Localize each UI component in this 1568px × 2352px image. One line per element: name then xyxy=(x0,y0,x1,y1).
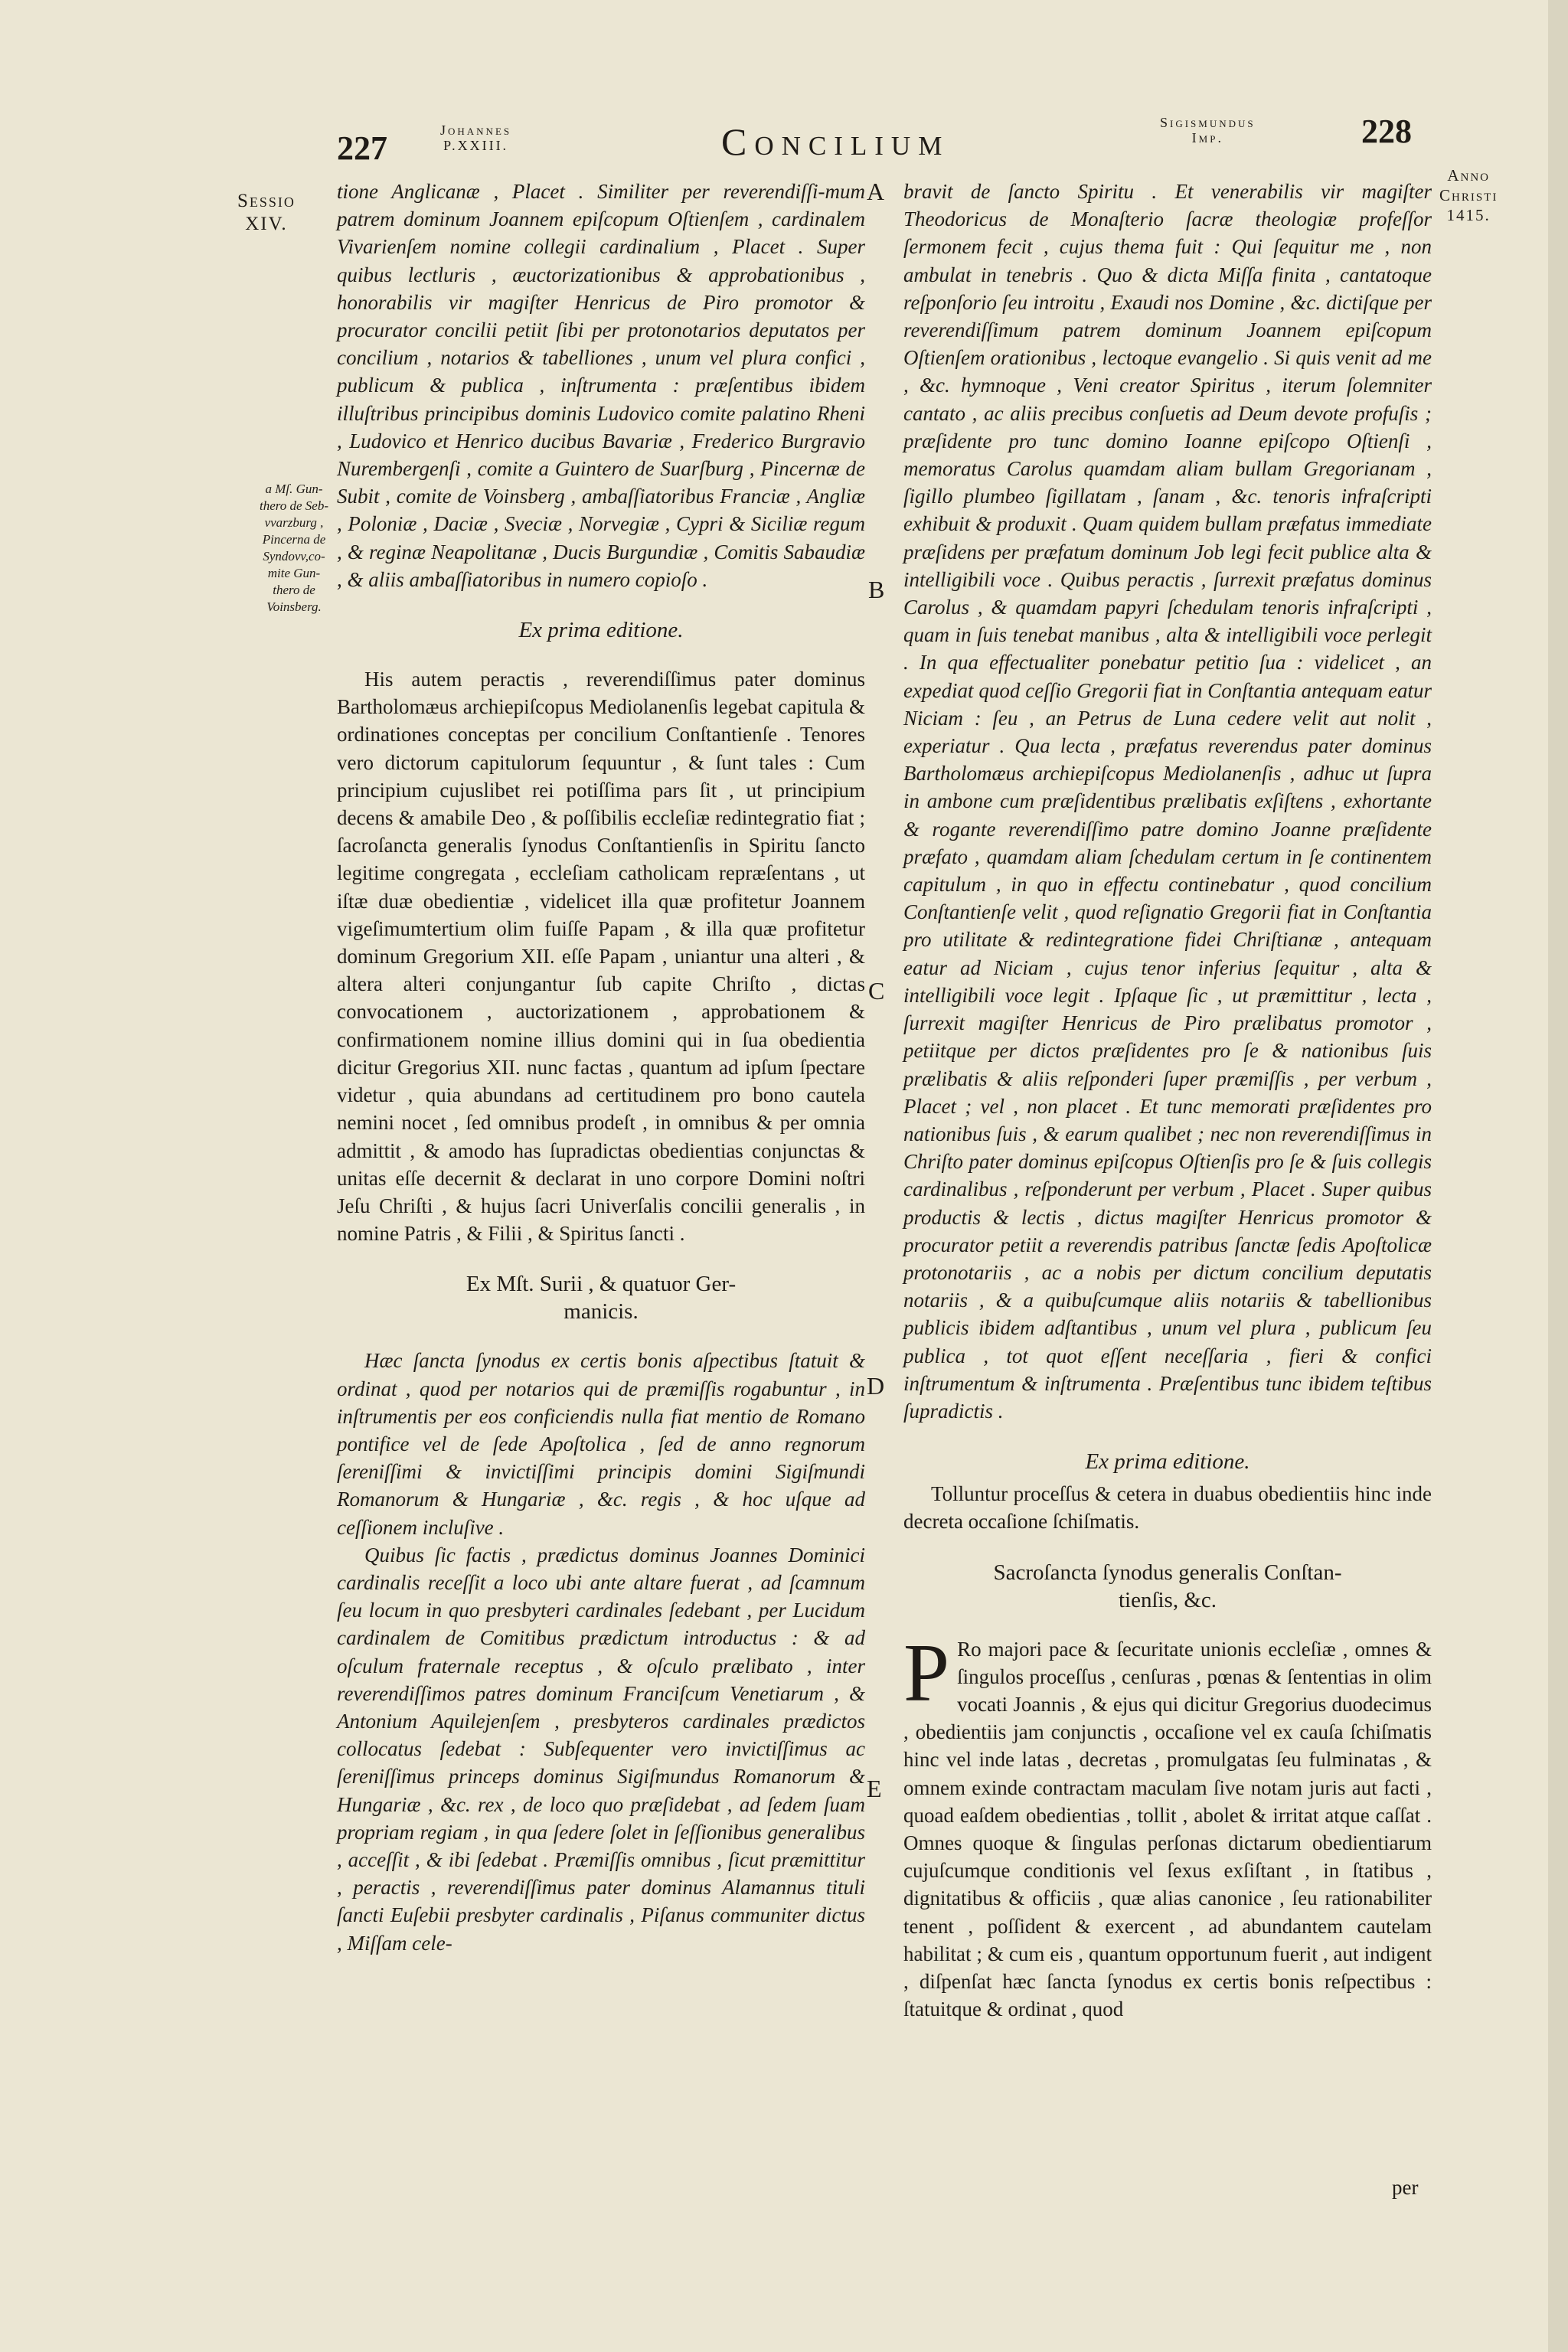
left-paragraph-4: Quibus ſic factis , prædictus dominus Joannes Dominici cardinalis receſſit a loco ubi ante altare fuerat , ad ſcamnum ſeu locum in quo presbyteri cardinales ſedebant , per Lucidum cardinalem de Comitibus prædictum introductus : & ad oſculum fraternale receptus , & oſculo prælibato , inter reverendiſſimos patres dominum Franciſcum Venetiarum , & Antonium Aquilejenſem , presbyteros cardinales prædictos collocatus ſedebat : Subſequenter vero invictiſſimus ac ſereniſſimus princeps dominus Sigiſmundus Romanorum & Hungariæ , &c. rex , de loco quo præſidebat , ad ſedem ſuam propriam regiam , in qua ſedere ſolet in ſeſſionibus generalibus , acceſſit , & ibi ſedebat . Præmiſſis omnibus , ſicut præmittitur , peractis , reverendiſſimus pater dominus Alamannus tituli ſancti Euſebii presbyter cardinalis , Piſanus communiter dictus , Miſſam cele- xyxy=(337,1543,865,1955)
page-number-left: 227 xyxy=(337,129,387,167)
sessio-word: Sessio xyxy=(237,191,296,211)
running-head-left xyxy=(440,122,511,153)
page-title: Concilium xyxy=(721,120,950,163)
running-head-right-line2: Imp. xyxy=(1191,130,1223,145)
page-number-right: 228 xyxy=(1361,113,1412,150)
margin-note-line: thero de Seb- xyxy=(259,498,328,513)
running-head-right-line1: Sigismundus xyxy=(1160,115,1256,130)
left-paragraph-1: tione Anglicanæ , Placet . Similiter per reverendiſſi-mum patrem dominum Joannem epiſcopum Oſtienſem , cardinalem Vivarienſem nomine collegii cardinalium , Placet . Super quibus lectluris , æuctorizationibus & approbationibus , honorabilis vir magiſter Henricus de Piro promotor & procurator concilii petiit ſibi per protonotarios deputatos per concilium , notarios & tabelliones , unum vel plura confici , publicum & publica , inſtrumenta : præſentibus ibidem illuſtribus principibus dominis Ludovico comite palatino Rheni , Ludovico et Henrico ducibus Bavariæ , Frederico Burgravio Nurembergenſi , comite a Guintero de Suarſburg , Pincernæ de Subit , comite de Voinsberg , ambaſſiatoribus Franciæ , Angliæ , Poloniæ , Daciæ , Sveciæ , Norvegiæ , Cypri & Siciliæ regum , & reginæ Neapolitanæ , Ducis Burgundiæ , Comitis Sabaudiæ , & aliis ambaſſiatoribus in numero copioſo . xyxy=(337,180,865,591)
right-heading-line1: Sacroſancta ſynodus generalis Conſtan- xyxy=(993,1560,1342,1585)
sessio-number: XIV. xyxy=(245,214,288,234)
page-edge xyxy=(1548,0,1568,2352)
section-marker-a: A xyxy=(867,178,885,205)
right-paragraph-1: bravit de ſancto Spiritu . Et venerabilis vir magiſter Theodoricus de Monaſterio ſacræ theologiæ profeſſor ſermonem fecit , cujus thema fuit : Qui ſequitur me , non ambulat in tenebris . Quo & dicta Miſſa finita , cantatoque reſponſorio ſeu introitu , Exaudi nos Domine , &c. dictiſque per reverendiſſimum patrem dominum Joannem epiſcopum Oſtienſem orationibus , lectoque evangelio . Si quis venit ad me , &c. hymnoque , Veni creator Spiritus , iterum ſolemniter cantato , ac aliis precibus conſuetis ad Deum devote profuſis ; præſidente pro tunc domino Ioanne epiſcopo Oſtienſi , memoratus Carolus quamdam aliam bullam Gregorianam , ſigillo plumbeo ſigillatam , ſanam , &c. tenoris infraſcripti exhibuit & produxit . Quam quidem bullam præfatus immediate præſidens per præfatum dominum Job legi fecit publice alta & intelligibili voce . Quibus peractis , ſurrexit præfatus dominus Carolus , & quamdam papyri ſchedulam tenoris infraſcripti , quam in ſuis tenebat manibus , alta & intelligibili voce perlegit . In qua effectualiter ponebatur petitio ſua : videlicet , an expediat quod ceſſio Gregorii fiat in Conſtantia antequam eatur Niciam : ſeu , an Petrus de Luna cedere velit aut nolit , experiatur . Qua lecta , præfatus reverendus pater dominus Bartholomæus archiepiſcopus Mediolanenſis , adhuc ut ſupra in ambone cum præſidentibus prælibatis exſiſtens , exhortante & rogante reverendiſſimo patre domino Joanne præſidente præfato , quamdam aliam ſchedulam certum in ſe continentem capitulum , in quo in effectu continebatur , quod concilium Conſtantienſe velit , quod reſignatio Gregorii fiat in Conſtantia pro utilitate & redintegratione fidei Chriſtianæ , antequam eatur ad Niciam , cujus tenor inferius ſequitur , alta & intelligibili voce legit . Ipſaque ſic , ut præmittitur , lecta , ſurrexit magiſter Henricus de Piro prælibatus promotor , petiitque per dictos præſidentes pro ſe & nationibus ſuis prælibatis & aliis reſponderi ſuper præmiſſis , per verbum , Placet ; vel , non placet . Et tunc memorati præſidentes pro nationibus ſuis , & earum qualibet ; nec non reverendiſſimus in Chriſto pater dominus epiſcopus Oſtienſis pro ſe & ſuis collegis cardinalibus , reſponderunt per verbum , Placet . Super quibus productis & lectis , dictus magiſter Henricus promotor & procurator petiit a reverendis patribus ſanctæ ſedis Apoſtolicæ protonotariis , ac a nobis per dictum concilium deputatis notariis , & a quibuſcumque aliis notariis & tabellionibus publicis ibidem adſtantibus , unum vel plura , publicum ſeu publica , tot quot eſſent neceſſaria , fieri & confici inſtrumentum & inſtrumenta . Præſentibus tunc ibidem teſtibus ſupradictis . xyxy=(903,180,1432,1423)
margin-note-line: vvarzburg , xyxy=(264,515,324,530)
drop-cap: P xyxy=(903,1627,950,1719)
running-head-left-line2: P.XXIII. xyxy=(443,138,509,153)
anno-year: 1415. xyxy=(1446,206,1491,224)
left-paragraph-3: Hæc ſancta ſynodus ex certis bonis aſpectibus ſtatuit & ordinat , quod per notarios qui de præmiſſis rogabuntur , in inſtrumentis per eos conficiendis nulla fiat mentio de Romano pontifice vel de ſede Apoſtolica , ſed de anno regnorum ſereniſſimi & invictiſſimi principis domini Sigiſmundi Romanorum & Hungariæ , &c. regis , & hoc uſque ad ceſſionem incluſive . xyxy=(337,1349,865,1539)
section-marker-d: D xyxy=(867,1372,885,1400)
left-heading-prima-editione: Ex prima editione. xyxy=(518,618,684,643)
left-heading-line2: manicis. xyxy=(564,1299,639,1325)
section-marker-b: B xyxy=(868,576,885,603)
anno-christi: Christi xyxy=(1439,186,1498,204)
anno-label xyxy=(1439,165,1498,225)
anno-word: Anno xyxy=(1447,166,1490,185)
right-heading-synodus xyxy=(903,1559,1432,1614)
running-head-right xyxy=(1160,115,1256,145)
catchword: per xyxy=(1392,2176,1419,2199)
left-paragraph-2: His autem peractis , reverendiſſimus pater dominus Bartholomæus archiepiſcopus Mediolanenſis legebat capitula & ordinationes conceptas per concilium Conſtantienſe . Tenores vero dictorum capitulorum ſequuntur , & ſunt tales : Cum principium cujuslibet rei potiſſima pars ſit , ut principium decens & amabile Deo , & poſſibilis eccleſiæ redintegratio fiat ; ſacroſancta generalis ſynodus Conſtantienſis in Spiritu ſancto legitime congregata , eccleſiam catholicam repræſentans , ut iſtæ duæ obedientiæ , videlicet illa quæ profitetur Joannem vigeſimumtertium olim fuiſſe Papam , & illa quæ profitetur dominum Gregorium XII. eſſe Papam , uniantur una alteri , & altera alteri conjungantur ſub capite Chriſto , dictas convocationem , auctorizationem , approbationem & confirmationem nomine illius domini qui in ſua obedientia dicitur Gregorius XII. nunc factas , quantum ad ipſum ſpectare videtur , quia abundans ad certitudinem pro bono cautela nemini nocet , ſed omnibus prodeſt , in omnibus & per omnia admittit , & amodo has ſupradictas obedientias conjunctas & unitas eſſe decernit & declarat in uno corpore Domini noſtri Jeſu Chriſti , & hujus ſacri Univerſalis concilii generalis , in nomine Patris , & Filii , & Spiritus ſancti . xyxy=(337,668,865,1246)
margin-note-line: a Mſ. Gun- xyxy=(265,482,323,496)
running-head-left-line1: Johannes xyxy=(440,122,512,138)
margin-note-line: thero de xyxy=(273,583,315,597)
right-paragraph-2: Tolluntur proceſſus & cetera in duabus obedientiis hinc inde decreta occaſione ſchiſmatis. xyxy=(903,1482,1432,1534)
left-column xyxy=(337,178,865,1957)
margin-note-line: mite Gun- xyxy=(267,566,321,580)
right-paragraph-3 xyxy=(903,1627,1432,2024)
left-heading-line1: Ex Mſt. Surii , & quatuor Ger- xyxy=(466,1272,737,1297)
margin-note-line: Syndovv,co- xyxy=(263,549,325,564)
right-paragraph-3-text: Ro majori pace & ſecuritate unionis eccleſiæ , omnes & ſingulos proceſſus , cenſuras , pœnas & ſententias in olim vocati Joannis , & ejus qui dicitur Gregorius duodecimus , obedientiis jam conjunctis , occaſione vel ex cauſa ſchiſmatis hinc vel inde latas , decretas , promulgatas ſeu fulminatas , & omnem exinde contractam maculam ſive notam juris aut facti , quoad eaſdem obedientias , tollit , abolet & irritat atque caſſat . Omnes quoque & ſingulas perſonas dictarum obedientiarum cujuſcumque conditionis vel ſexus exſiſtant , in ſtatibus , dignitatibus & officiis , quæ alias canonice , ſeu rationabiliter tenent , poſſident & exercent , ad abundantem cautelam habilitat ; & cum eis , quantum opportunum fuerit , aut indigent , diſpenſat hæc ſancta ſynodus ex certis bonis reſpectibus : ſtatuitque & ordinat , quod xyxy=(903,1637,1432,2021)
section-marker-c: C xyxy=(868,977,885,1004)
section-marker-e: E xyxy=(867,1775,882,1802)
right-heading-prima-editione: Ex prima editione. xyxy=(1085,1449,1250,1475)
margin-note-line: Voinsberg. xyxy=(266,599,322,614)
margin-note-line: Pincerna de xyxy=(262,532,326,547)
margin-note xyxy=(253,481,335,616)
sessio-label xyxy=(237,190,296,236)
right-column xyxy=(903,178,1432,2023)
right-heading-line2: tienſis, &c. xyxy=(1118,1587,1217,1612)
left-heading-manuscripts xyxy=(337,1270,865,1325)
